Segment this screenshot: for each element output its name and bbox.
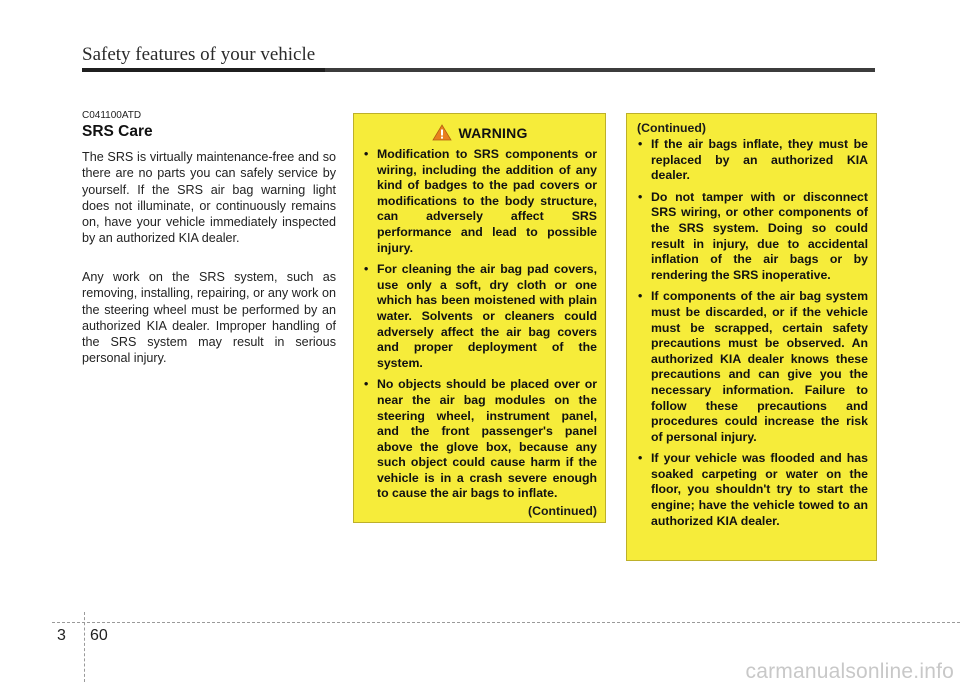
warning-item: • No objects should be placed over or near the air bag modules on the steering wheel, instrument panel, and the front passenger's panel above the glove box, because any such object could cause harm if the vehicle is in a crash severe enough to cause the air bags to inflate. [363,377,597,502]
continuation-item: • If the air bags inflate, they must be replaced by an authorized KIA dealer. [637,137,868,184]
continuation-list [637,137,868,529]
warning-box [353,113,606,523]
continuation-item: • Do not tamper with or disconnect SRS wiring, or other components of the SRS system. Doing so could result in injury, due to accidental inflation of the air bags or by rendering the SRS inoperative. [637,190,868,284]
header-rule [82,68,875,72]
warning-list [363,147,597,502]
footer-rule [52,622,960,623]
continuation-item: • If your vehicle was flooded and has soaked carpeting or water on the floor, you shouldn't try to start the engine; have the vehicle towed to an authorized KIA dealer. [637,451,868,529]
warning-item: • Modification to SRS components or wiring, including the addition of any kind of badges to the pad covers or modifications to the body structure, can adversely affect SRS performance and lead to possible injury. [363,147,597,256]
continued-label: (Continued) [528,504,597,519]
warning-item: • For cleaning the air bag pad covers, use only a soft, dry cloth or one which has been moistened with plain water. Solvents or cleaners could adversely affect the air bag covers and proper deployment of the system. [363,262,597,371]
chapter-number: 3 [57,627,66,644]
body-paragraph-1: The SRS is virtually maintenance-free and so there are no parts you can safely service by yourself. If the SRS air bag warning light does not illuminate, or continuously remains on, have your vehicle immediately inspected by an authorized KIA dealer. [82,150,336,246]
page-header-title: Safety features of your vehicle [82,44,316,65]
continuation-item: • If components of the air bag system must be discarded, or if the vehicle must be scrapped, certain safety precautions must be observed. An authorized KIA dealer knows these precautions and can give you the necessary information. Failure to follow these precautions and procedures could increase the risk of personal injury. [637,289,868,445]
continued-heading: (Continued) [637,121,706,135]
section-title: SRS Care [82,123,153,140]
section-code: C041100ATD [82,110,142,121]
watermark: carmanualsonline.info [745,660,954,683]
continuation-box [626,113,877,561]
warning-header [363,124,597,141]
warning-title: WARNING [458,124,528,141]
page-number: 60 [90,627,108,644]
footer-divider [84,612,85,682]
body-paragraph-2: Any work on the SRS system, such as removing, installing, repairing, or any work on the steering wheel must be performed by an authorized KIA dealer. Improper handling of the SRS system may result in serious personal injury. [82,270,336,366]
warning-triangle-icon [432,124,452,141]
